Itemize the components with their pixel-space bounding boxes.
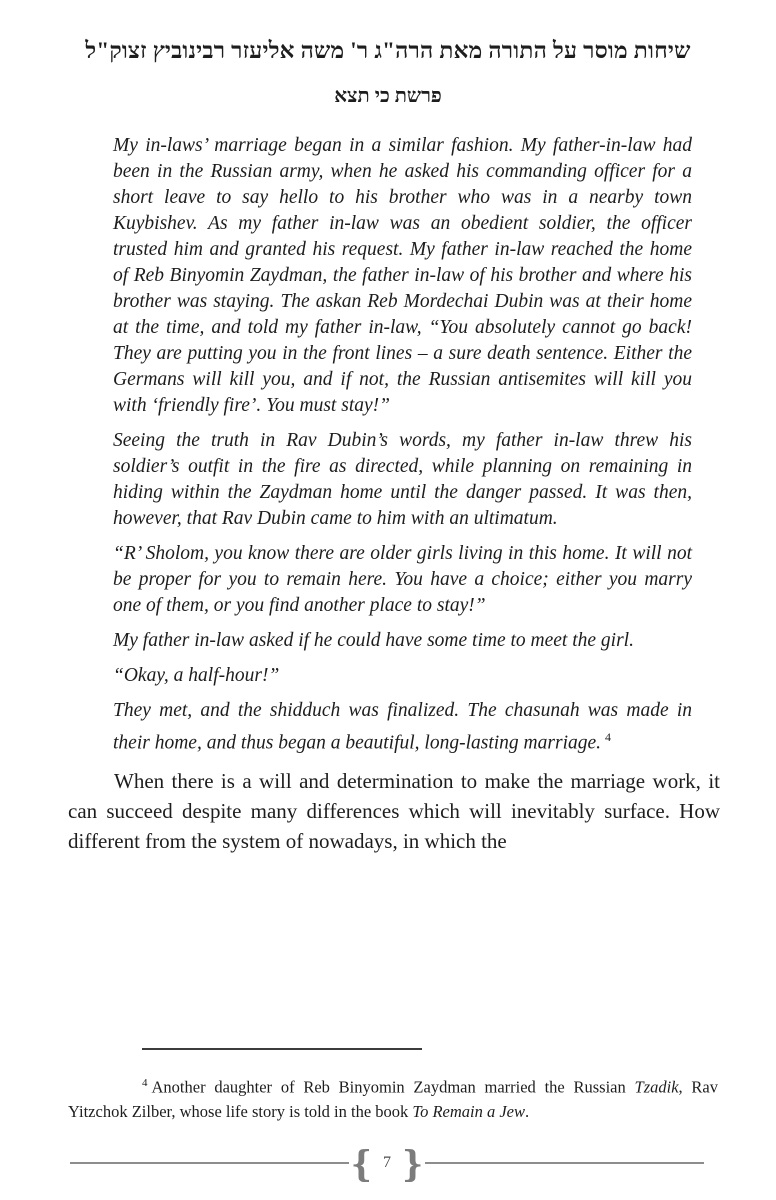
footnote-honorific-italic: Tzadik — [634, 1077, 679, 1097]
footnote-ref-superscript: 4 — [605, 730, 612, 744]
hebrew-title: שיחות מוסר על התורה מאת הרה"ג ר' משה אליעזר רבינוביץ זצוק"ל — [85, 38, 691, 63]
quote-paragraph: Seeing the truth in Rav Dubin’s words, my father in-law threw his soldier’s outfit in the fire as directed, while planning on remaining in hiding within the Zaydman home until the danger passed. It was then, however, that Rav Dubin came to him with an ultimatum. — [113, 430, 692, 529]
footnote-section — [68, 1048, 718, 1124]
footnote-text-part: Another daughter of Reb Binyomin Zaydman married the Russian — [151, 1077, 635, 1097]
quote-paragraph — [113, 698, 692, 757]
footnote-text-part: . — [525, 1101, 530, 1121]
footnote-text-part: , Rav Yitzchok Zilber, whose life story is told in the book — [68, 1077, 718, 1121]
hebrew-subtitle: פרשת כי תצא — [334, 85, 442, 107]
footnote-book-title-italic: To Remain a Jew — [412, 1101, 526, 1121]
quote-paragraph-text: They met, and the shidduch was finalized. The chasunah was made in their home, and thus began a beautiful, long-lasting marriage. — [113, 700, 692, 754]
footnote-marker: 4 — [142, 1077, 148, 1089]
footnote-separator — [142, 1048, 422, 1050]
body-paragraph: When there is a will and determination to make the marriage work, it can succeed despite many differences which will inevitably surface. How different from the system of nowadays, in which the — [68, 768, 720, 853]
quote-paragraph: My father in-law asked if he could have some time to meet the girl. — [113, 630, 634, 651]
page-footer — [70, 1141, 704, 1185]
quote-paragraph: My in-laws’ marriage began in a similar fashion. My father-in-law had been in the Russian army, when he asked his commanding officer for a short leave to say hello to his brother who was in a nearby town Kuybishev. As my father in-law was an obedient soldier, the officer trusted him and granted his request. My father in-law reached the home of Reb Binyomin Zaydman, the father in-law of his brother and where his brother was staying. The askan Reb Mordechai Dubin was at their home at the time, and told my father in-law, “You absolutely cannot go back! They are putting you in the front lines – a sure death sentence. Either the Germans will kill you, and if not, the Russian antisemites will kill you with ‘friendly fire’. You must stay!” — [113, 135, 692, 416]
footer-rule-left — [70, 1162, 349, 1164]
quote-paragraph: “R’ Sholom, you know there are older girls living in this home. It will not be proper for you to remain here. You have a choice; either you marry one of them, or you find another place to stay!” — [113, 543, 692, 616]
page-number: 7 — [383, 1154, 391, 1171]
page-header — [0, 0, 776, 108]
quote-block — [113, 133, 692, 757]
footnote-text — [68, 1071, 718, 1124]
page-number-bracket-left: { — [350, 1141, 372, 1185]
footer-rule-right — [425, 1162, 704, 1164]
quote-paragraph: “Okay, a half-hour!” — [113, 665, 280, 686]
page-number-bracket-right: } — [402, 1141, 424, 1185]
